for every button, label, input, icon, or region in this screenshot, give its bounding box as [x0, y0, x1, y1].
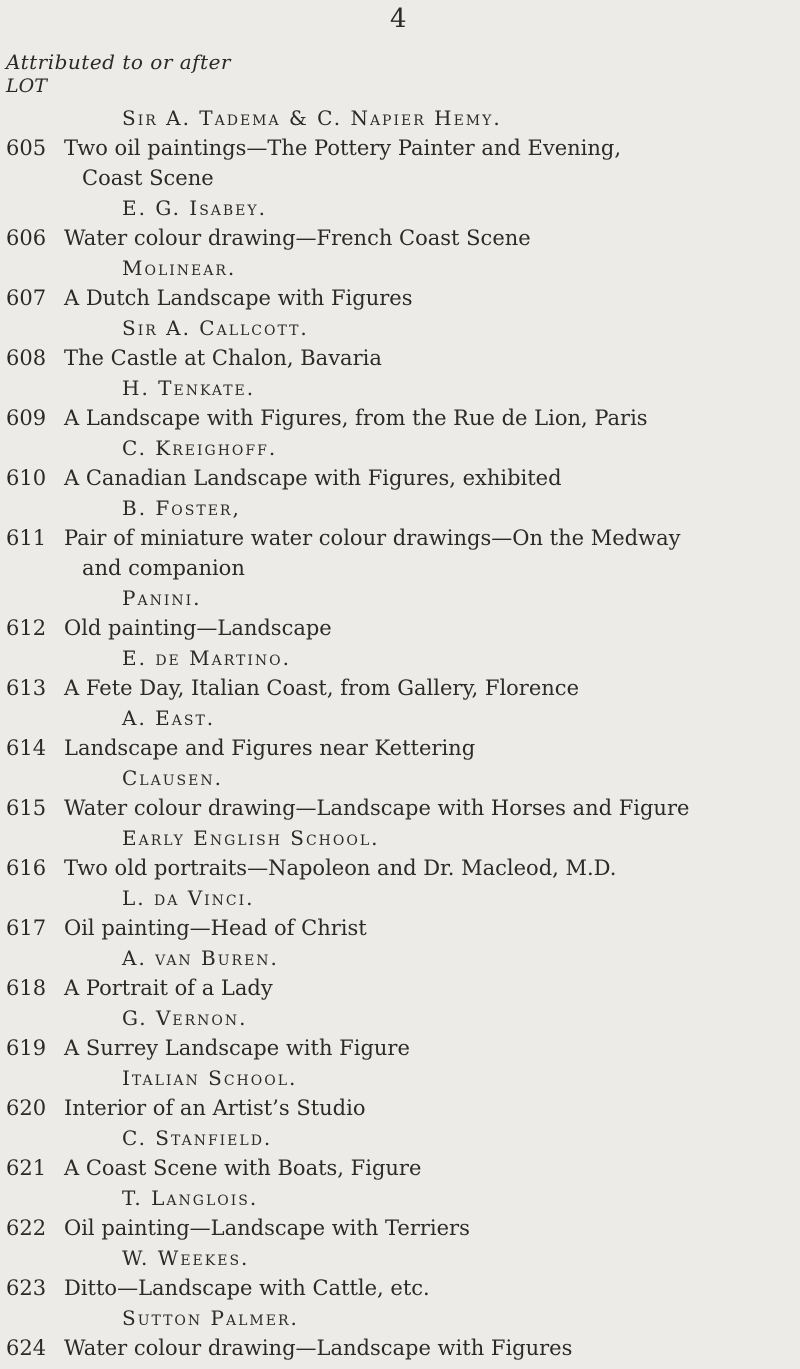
artist-name: C. Stanfield.	[122, 1126, 273, 1150]
work-title-line: Interior of an Artist’s Studio	[64, 1096, 366, 1120]
catalogue-entry	[0, 1063, 800, 1123]
catalogue-entry	[0, 103, 800, 193]
lot-number: 616	[6, 856, 47, 880]
work-title	[64, 1033, 786, 1063]
lot-number: 607	[6, 286, 47, 310]
catalogue-entry	[0, 1303, 800, 1363]
artist-name: Sir A. Tadema & C. Napier Hemy.	[122, 106, 502, 130]
work-title	[64, 1153, 786, 1183]
work-title-line: Ditto—Landscape with Cattle, etc.	[64, 1276, 430, 1300]
artist-name: Sir A. Callcott.	[122, 316, 309, 340]
work-title	[64, 613, 786, 643]
work-title-line: A Landscape with Figures, from the Rue de Lion, Paris	[64, 406, 648, 430]
work-title-line: Two oil paintings—The Pottery Painter and Evening,	[64, 136, 622, 160]
work-title-line: Water colour drawing—French Coast Scene	[64, 226, 531, 250]
lot-number: 621	[6, 1156, 47, 1180]
work-title	[64, 673, 786, 703]
lot-number: 611	[6, 526, 47, 550]
lot-number: 620	[6, 1096, 47, 1120]
work-title-continuation: and companion	[82, 556, 245, 580]
artist-name: C. Kreighoff.	[122, 436, 278, 460]
work-title-line: A Canadian Landscape with Figures, exhibited	[64, 466, 562, 490]
catalogue-entry	[0, 373, 800, 433]
work-title-line: A Fete Day, Italian Coast, from Gallery, Florence	[64, 676, 579, 700]
catalogue-entry	[0, 823, 800, 883]
work-title-line: Water colour drawing—Landscape with Horses and Figure	[64, 796, 690, 820]
artist-name: E. de Martino.	[122, 646, 291, 670]
work-title	[64, 1213, 786, 1243]
lot-number: 609	[6, 406, 47, 430]
work-title-line: Oil painting—Head of Christ	[64, 916, 367, 940]
work-title	[64, 973, 786, 1003]
artist-name: E. G. Isabey.	[122, 196, 268, 220]
section-heading: Attributed to or after	[6, 50, 231, 74]
catalogue-entry	[0, 703, 800, 763]
work-title-line: The Castle at Chalon, Bavaria	[64, 346, 382, 370]
work-title	[64, 223, 786, 253]
work-title	[64, 1333, 786, 1363]
catalogue-list	[0, 103, 800, 1363]
work-title-line: Old painting—Landscape	[64, 616, 332, 640]
lot-number: 618	[6, 976, 47, 1000]
catalogue-entry	[0, 643, 800, 703]
catalogue-entry	[0, 1003, 800, 1063]
work-title	[64, 1273, 786, 1303]
lot-number: 606	[6, 226, 47, 250]
work-title-line: A Portrait of a Lady	[64, 976, 273, 1000]
artist-name: G. Vernon.	[122, 1006, 248, 1030]
catalogue-entry	[0, 253, 800, 313]
catalogue-entry	[0, 313, 800, 373]
catalogue-entry	[0, 943, 800, 1003]
work-title-line: Landscape and Figures near Kettering	[64, 736, 476, 760]
artist-name: L. da Vinci.	[122, 886, 255, 910]
artist-name: Panini.	[122, 586, 202, 610]
work-title	[64, 793, 786, 823]
artist-name: Clausen.	[122, 766, 223, 790]
artist-name: Italian School.	[122, 1066, 298, 1090]
catalogue-entry	[0, 1123, 800, 1183]
work-title-line: Water colour drawing—Landscape with Figures	[64, 1336, 573, 1360]
catalogue-entry	[0, 583, 800, 643]
artist-name: Early English School.	[122, 826, 380, 850]
work-title	[64, 403, 786, 433]
artist-name: A. East.	[122, 706, 216, 730]
artist-name: A. van Buren.	[122, 946, 279, 970]
work-title	[64, 733, 786, 763]
lot-number: 617	[6, 916, 47, 940]
artist-name: W. Weekes.	[122, 1246, 250, 1270]
work-title-continuation: Coast Scene	[82, 166, 214, 190]
lot-column-header: LOT	[6, 75, 47, 97]
catalogue-entry	[0, 433, 800, 493]
catalogue-entry	[0, 883, 800, 943]
lot-number: 612	[6, 616, 47, 640]
artist-name: Molinear.	[122, 256, 237, 280]
artist-name: Sutton Palmer.	[122, 1306, 299, 1330]
lot-number: 610	[6, 466, 47, 490]
lot-number: 605	[6, 136, 47, 160]
lot-number: 613	[6, 676, 47, 700]
page-number: 4	[390, 4, 407, 34]
work-title-line: A Coast Scene with Boats, Figure	[64, 1156, 422, 1180]
lot-number: 622	[6, 1216, 47, 1240]
artist-name: B. Foster,	[122, 496, 241, 520]
work-title-line: Pair of miniature water colour drawings—On the Medway	[64, 526, 681, 550]
artist-name: T. Langlois.	[122, 1186, 259, 1210]
catalogue-entry	[0, 1243, 800, 1303]
catalogue-entry	[0, 493, 800, 583]
catalogue-entry	[0, 1183, 800, 1243]
work-title	[64, 913, 786, 943]
work-title	[64, 343, 786, 373]
lot-number: 615	[6, 796, 47, 820]
work-title	[64, 1093, 786, 1123]
work-title-line: Oil painting—Landscape with Terriers	[64, 1216, 470, 1240]
lot-number: 619	[6, 1036, 47, 1060]
work-title	[64, 853, 786, 883]
lot-number: 623	[6, 1276, 47, 1300]
artist-name: H. Tenkate.	[122, 376, 256, 400]
catalogue-entry	[0, 763, 800, 823]
catalogue-entry	[0, 193, 800, 253]
work-title	[64, 283, 786, 313]
lot-number: 624	[6, 1336, 47, 1360]
work-title-line: A Surrey Landscape with Figure	[64, 1036, 410, 1060]
work-title	[64, 463, 786, 493]
lot-number: 614	[6, 736, 47, 760]
work-title-line: A Dutch Landscape with Figures	[64, 286, 413, 310]
work-title-line: Two old portraits—Napoleon and Dr. Macleod, M.D.	[64, 856, 617, 880]
work-title	[64, 133, 786, 193]
work-title	[64, 523, 786, 583]
lot-number: 608	[6, 346, 47, 370]
